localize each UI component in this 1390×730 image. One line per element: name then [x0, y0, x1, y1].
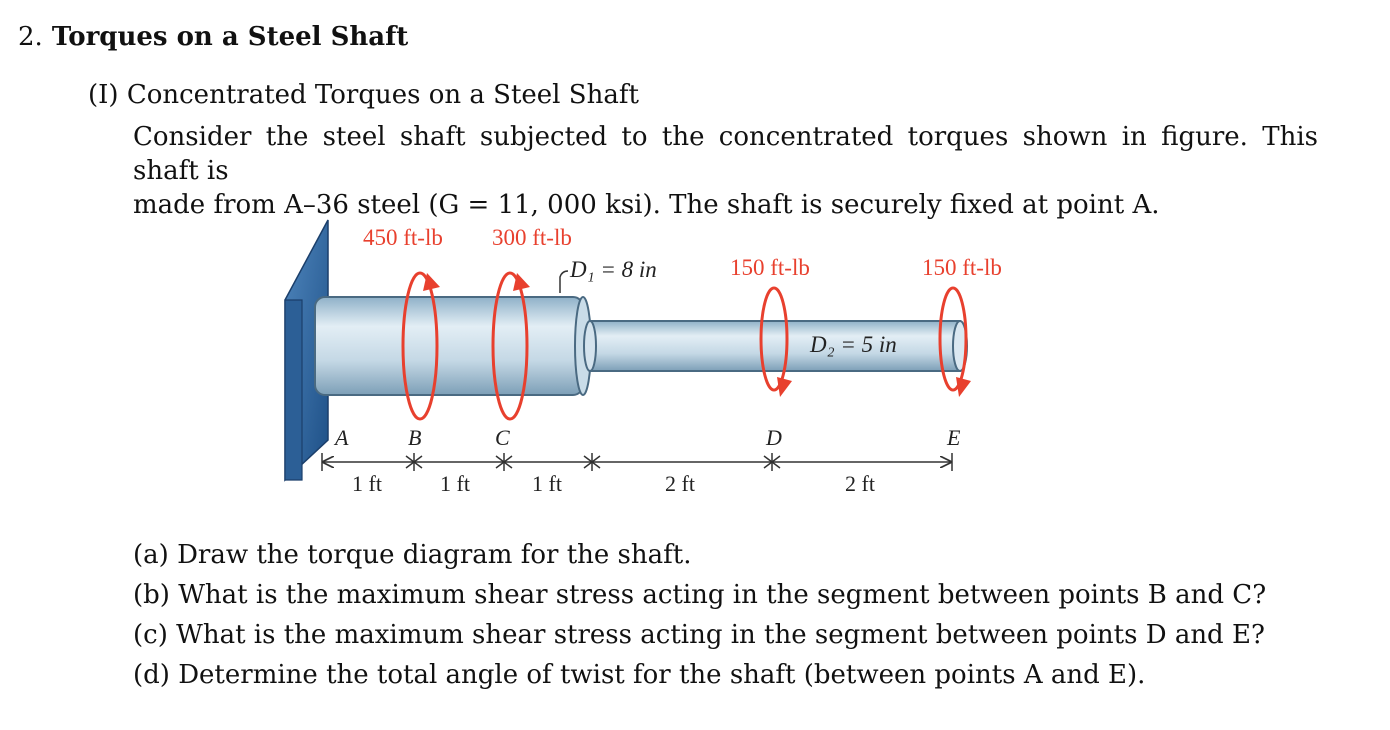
point-d-label: D [766, 425, 782, 450]
part-heading [88, 80, 639, 110]
statement-line-1: Consider the steel shaft subjected to the concentrated torques shown in figure. This shaft is [133, 122, 1318, 186]
question-d-label: (d) [133, 660, 170, 690]
large-shaft-segment [315, 297, 591, 395]
problem-heading [18, 22, 408, 52]
point-b-label: B [408, 425, 422, 450]
d1-label: D₁ = 8 in [570, 257, 657, 282]
problem-statement [133, 120, 1318, 222]
d1-leader [560, 271, 568, 293]
question-d [133, 655, 1266, 695]
question-c-text: What is the maximum shear stress acting in the segment between points D and E? [176, 620, 1265, 650]
statement-line-2: made from A–36 steel (G = 11, 000 ksi). The shaft is securely fixed at point A. [133, 190, 1160, 220]
point-e-label: E [947, 425, 961, 450]
torque-b-label: 450 ft-lb [363, 225, 443, 250]
length-de: 2 ft [845, 471, 875, 496]
dimension-line [322, 453, 952, 471]
torque-d-label: 150 ft-lb [730, 255, 810, 280]
question-list [133, 535, 1266, 695]
length-ab: 1 ft [352, 471, 382, 496]
question-a-text: Draw the torque diagram for the shaft. [177, 540, 692, 570]
point-a-label: A [335, 425, 349, 450]
length-c-step: 1 ft [532, 471, 562, 496]
length-bc: 1 ft [440, 471, 470, 496]
length-step-d: 2 ft [665, 471, 695, 496]
problem-title: Torques on a Steel Shaft [51, 22, 409, 52]
d2-label: D₂ = 5 in [810, 332, 897, 357]
torque-c-label: 300 ft-lb [492, 225, 572, 250]
small-shaft-segment [584, 321, 967, 371]
part-title: Concentrated Torques on a Steel Shaft [126, 80, 639, 110]
question-c-label: (c) [133, 620, 168, 650]
point-c-label: C [495, 425, 510, 450]
question-b-label: (b) [133, 580, 170, 610]
question-a [133, 535, 1266, 575]
question-d-text: Determine the total angle of twist for the shaft (between points A and E). [178, 660, 1146, 690]
shaft-figure [280, 215, 1040, 500]
question-b [133, 575, 1266, 615]
torque-e-label: 150 ft-lb [922, 255, 1002, 280]
problem-number: 2. [18, 22, 43, 52]
question-b-text: What is the maximum shear stress acting in the segment between points B and C? [178, 580, 1267, 610]
question-a-label: (a) [133, 540, 169, 570]
part-label: (I) [88, 80, 119, 110]
question-c [133, 615, 1266, 655]
